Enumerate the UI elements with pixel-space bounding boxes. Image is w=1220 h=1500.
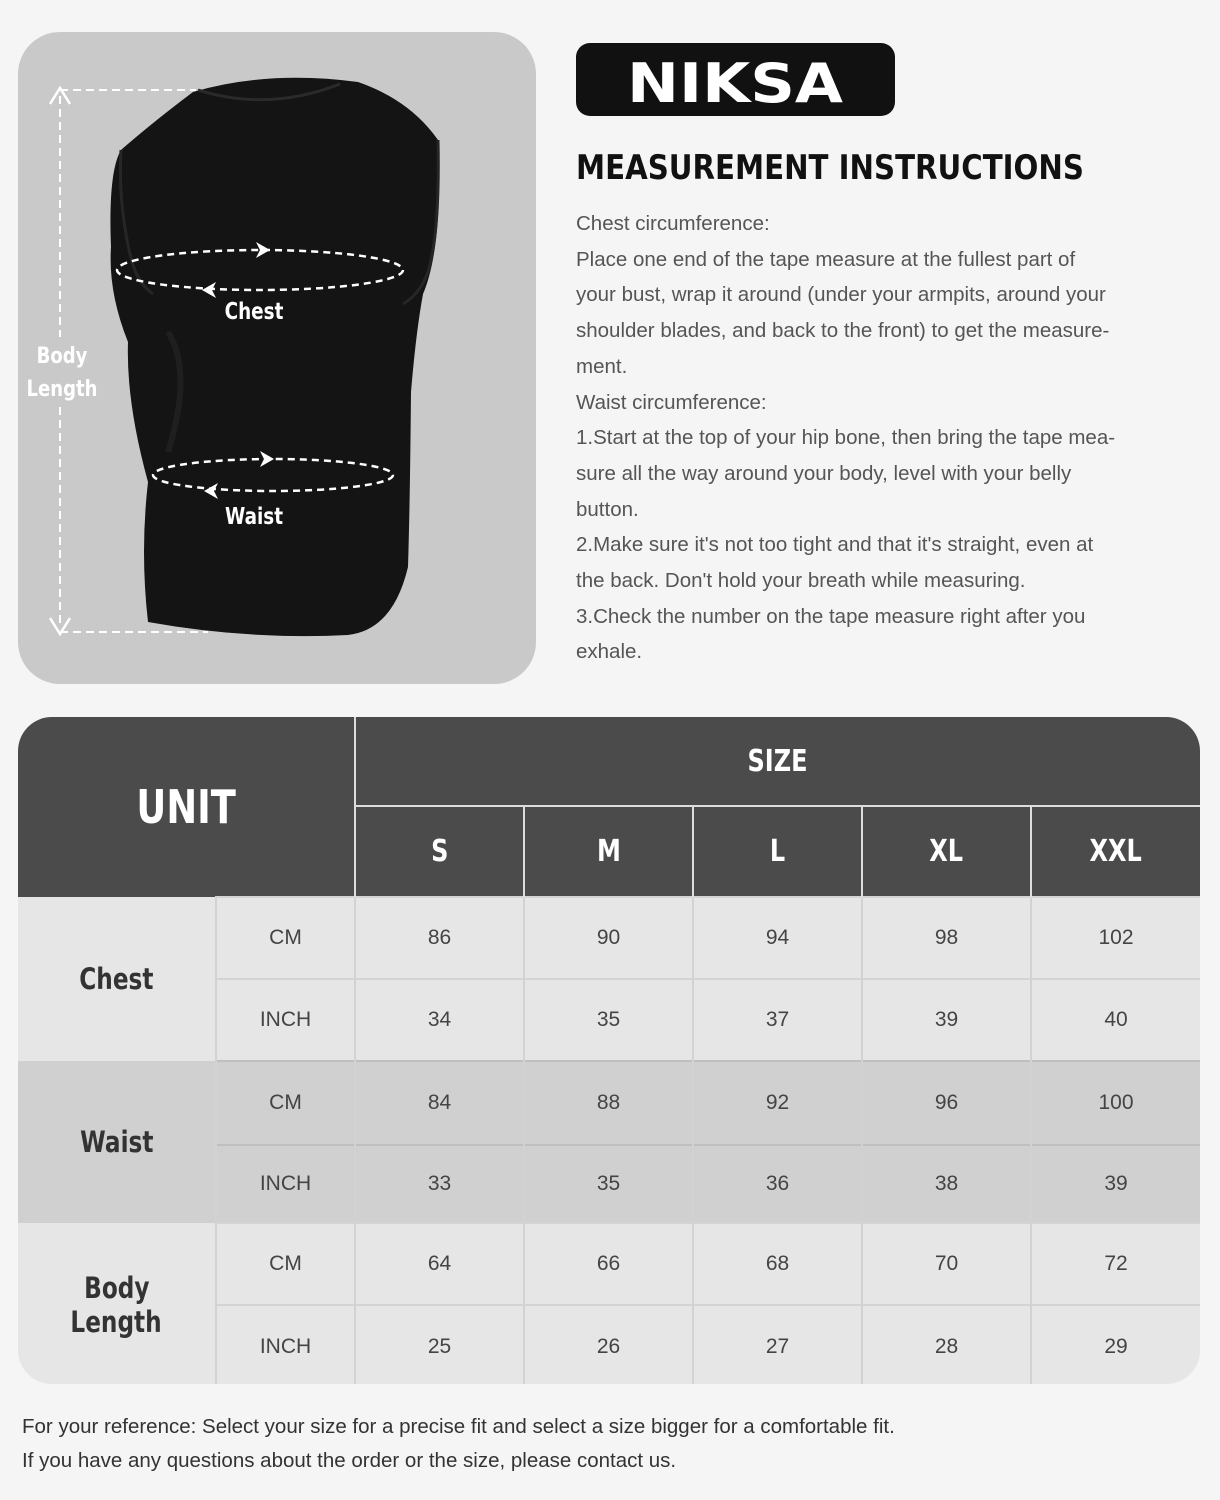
size-chart-table: [18, 717, 1200, 1384]
size-value-cell: 68: [693, 1223, 862, 1305]
vest-shape: [110, 78, 439, 636]
instruction-line: 2.Make sure it's not too tight and that it's straight, even at: [576, 533, 1094, 557]
footer-line-2: If you have any questions about the order or the size, please contact us.: [22, 1449, 677, 1472]
size-value-cell: 90: [524, 897, 693, 979]
measurement-name: Body Length: [18, 1223, 216, 1384]
size-value-cell: 88: [524, 1061, 693, 1145]
size-value-cell: 102: [1031, 897, 1200, 979]
instruction-line: Place one end of the tape measure at the fullest part of: [576, 247, 1076, 271]
unit-label: CM: [216, 1223, 355, 1305]
size-value-cell: 94: [693, 897, 862, 979]
size-value-cell: 66: [524, 1223, 693, 1305]
instruction-line: sure all the way around your body, level with your belly: [576, 461, 1072, 485]
size-value-cell: 39: [862, 979, 1031, 1061]
size-column-header: L: [693, 806, 862, 897]
footer-line-1: For your reference: Select your size for a precise fit and select a size bigger for a comfortable fit.: [22, 1415, 895, 1438]
instruction-line: exhale.: [576, 640, 643, 664]
brand-name: NIKSA: [627, 51, 843, 115]
size-column-header: M: [524, 806, 693, 897]
size-value-cell: 35: [524, 1145, 693, 1223]
chest-label: Chest: [224, 298, 284, 325]
instruction-line: ment.: [576, 354, 628, 378]
size-value-cell: 26: [524, 1305, 693, 1384]
size-value-cell: 38: [862, 1145, 1031, 1223]
size-header: SIZE: [355, 717, 1200, 806]
instruction-line: 3.Check the number on the tape measure right after you: [576, 604, 1086, 628]
instruction-line: shoulder blades, and back to the front) to get the measure-: [576, 319, 1110, 343]
size-value-cell: 100: [1031, 1061, 1200, 1145]
unit-label: INCH: [216, 1305, 355, 1384]
product-diagram-panel: [18, 32, 536, 684]
size-value-cell: 96: [862, 1061, 1031, 1145]
vest-illustration: [18, 32, 536, 684]
size-value-cell: 35: [524, 979, 693, 1061]
size-column-header: XXL: [1031, 806, 1200, 897]
table-row: [18, 1223, 1200, 1305]
instructions-text: [576, 206, 1176, 670]
instruction-line: the back. Don't hold your breath while measuring.: [576, 569, 1026, 593]
instruction-line: Chest circumference:: [576, 212, 770, 235]
waist-label: Waist: [224, 503, 284, 530]
brand-logo: [576, 43, 895, 116]
instruction-line: Waist circumference:: [576, 390, 767, 414]
size-value-cell: 98: [862, 897, 1031, 979]
size-value-cell: 33: [355, 1145, 524, 1223]
measurement-name: Chest: [18, 897, 216, 1061]
unit-label: CM: [216, 897, 355, 979]
unit-label: INCH: [216, 1145, 355, 1223]
size-value-cell: 64: [355, 1223, 524, 1305]
measurement-name: Waist: [18, 1061, 216, 1223]
size-column-header: S: [355, 806, 524, 897]
size-value-cell: 25: [355, 1305, 524, 1384]
size-value-cell: 34: [355, 979, 524, 1061]
size-value-cell: 70: [862, 1223, 1031, 1305]
size-value-cell: 39: [1031, 1145, 1200, 1223]
size-value-cell: 29: [1031, 1305, 1200, 1384]
size-value-cell: 84: [355, 1061, 524, 1145]
table-row: [18, 1061, 1200, 1145]
size-value-cell: 40: [1031, 979, 1200, 1061]
body-length-label: Body: [36, 342, 88, 369]
size-value-cell: 28: [862, 1305, 1031, 1384]
unit-header: UNIT: [18, 717, 355, 897]
size-value-cell: 27: [693, 1305, 862, 1384]
instruction-line: your bust, wrap it around (under your armpits, around your: [576, 283, 1106, 307]
table-row: [18, 897, 1200, 979]
size-value-cell: 72: [1031, 1223, 1200, 1305]
instructions-title: MEASUREMENT INSTRUCTIONS: [576, 148, 1084, 188]
footer-note: [22, 1410, 895, 1478]
size-value-cell: 86: [355, 897, 524, 979]
size-value-cell: 37: [693, 979, 862, 1061]
unit-label: CM: [216, 1061, 355, 1145]
size-value-cell: 36: [693, 1145, 862, 1223]
instruction-line: button.: [576, 497, 639, 521]
size-column-header: XL: [862, 806, 1031, 897]
instruction-line: 1.Start at the top of your hip bone, then bring the tape mea-: [576, 426, 1116, 450]
size-value-cell: 92: [693, 1061, 862, 1145]
unit-label: INCH: [216, 979, 355, 1061]
body-length-label-2: Length: [26, 375, 98, 402]
